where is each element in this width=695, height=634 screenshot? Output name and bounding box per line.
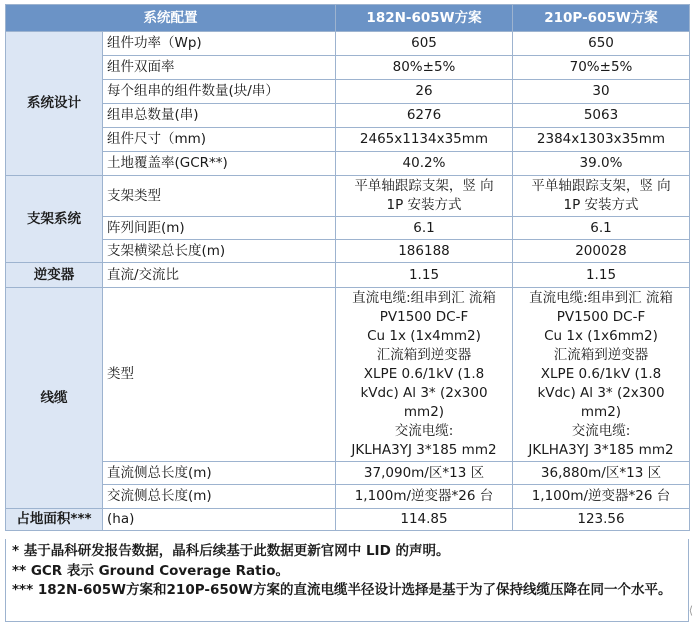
table-row bbox=[6, 217, 690, 240]
row-value-col2: 直流电缆:组串到汇 流箱 PV1500 DC-F Cu 1x (1x6mm2) 汇流箱到逆变器 XLPE 0.6/1kV (1.8 kVdc) Al 3* (2x300 mm2) 交流电缆: JKLHA3YJ 3*185 mm2 bbox=[513, 288, 690, 462]
header-col2: 210P-605W方案 bbox=[513, 5, 690, 32]
header-row bbox=[6, 5, 690, 32]
footnote-2: ** GCR 表示 Ground Coverage Ratio。 bbox=[12, 562, 289, 579]
row-label: 阵列间距(m) bbox=[103, 217, 336, 240]
row-label: 每个组串的组件数量(块/串） bbox=[103, 80, 336, 104]
header-config: 系统配置 bbox=[6, 5, 336, 32]
table-row bbox=[6, 152, 690, 176]
footnotes bbox=[5, 539, 689, 622]
section-mounting-system: 支架系统 bbox=[6, 176, 103, 263]
chevron-left-icon: ⟨ bbox=[688, 604, 693, 617]
table-row bbox=[6, 462, 690, 485]
table-row bbox=[6, 32, 690, 56]
row-value-col2: 5063 bbox=[513, 104, 690, 128]
row-value-col1: 37,090m/区*13 区 bbox=[336, 462, 513, 485]
row-value-col1: 605 bbox=[336, 32, 513, 56]
row-value-col1: 1,100m/逆变器*26 台 bbox=[336, 485, 513, 509]
row-label: 支架类型 bbox=[103, 176, 336, 217]
header-col1: 182N-605W方案 bbox=[336, 5, 513, 32]
row-value-col1: 平单轴跟踪支架，竖 向 1P 安装方式 bbox=[336, 176, 513, 217]
row-value-col1: 1.15 bbox=[336, 263, 513, 288]
table-row bbox=[6, 56, 690, 80]
row-label: 组件功率（Wp) bbox=[103, 32, 336, 56]
row-value-col2: 平单轴跟踪支架，竖 向 1P 安装方式 bbox=[513, 176, 690, 217]
section-cable: 线缆 bbox=[6, 288, 103, 509]
row-value-col1: 6.1 bbox=[336, 217, 513, 240]
row-label: 类型 bbox=[103, 288, 336, 462]
row-value-col1: 186188 bbox=[336, 240, 513, 263]
row-value-col2: 200028 bbox=[513, 240, 690, 263]
row-label: 交流侧总长度(m) bbox=[103, 485, 336, 509]
row-value-col2: 1.15 bbox=[513, 263, 690, 288]
row-label: (ha) bbox=[103, 509, 336, 531]
row-value-col2: 39.0% bbox=[513, 152, 690, 176]
row-value-col2: 1,100m/逆变器*26 台 bbox=[513, 485, 690, 509]
row-label: 直流/交流比 bbox=[103, 263, 336, 288]
row-value-col2: 70%±5% bbox=[513, 56, 690, 80]
footnote-3: *** 182N-605W方案和210P-650W方案的直流电缆半径设计选择是基于为了保持线缆压降在同一个水平。 bbox=[12, 582, 672, 598]
table-row bbox=[6, 485, 690, 509]
row-label: 组件双面率 bbox=[103, 56, 336, 80]
row-label: 支架横梁总长度(m) bbox=[103, 240, 336, 263]
table-row bbox=[6, 509, 690, 531]
table-row bbox=[6, 80, 690, 104]
row-label: 组串总数量(串) bbox=[103, 104, 336, 128]
table-row bbox=[6, 128, 690, 152]
row-value-col1: 80%±5% bbox=[336, 56, 513, 80]
row-value-col2: 30 bbox=[513, 80, 690, 104]
row-value-col1: 40.2% bbox=[336, 152, 513, 176]
section-inverter: 逆变器 bbox=[6, 263, 103, 288]
row-value-col1: 26 bbox=[336, 80, 513, 104]
row-label: 直流侧总长度(m) bbox=[103, 462, 336, 485]
table-row bbox=[6, 240, 690, 263]
row-label: 土地覆盖率(GCR**) bbox=[103, 152, 336, 176]
section-land-area: 占地面积*** bbox=[6, 509, 103, 531]
row-value-col2: 123.56 bbox=[513, 509, 690, 531]
config-table bbox=[5, 4, 690, 531]
row-value-col1: 114.85 bbox=[336, 509, 513, 531]
row-value-col1: 6276 bbox=[336, 104, 513, 128]
row-value-col2: 2384x1303x35mm bbox=[513, 128, 690, 152]
footnote-1: * 基于晶科研发报告数据，晶科后续基于此数据更新官网中 LID 的声明。 bbox=[12, 543, 450, 559]
row-value-col2: 36,880m/区*13 区 bbox=[513, 462, 690, 485]
row-value-col2: 650 bbox=[513, 32, 690, 56]
row-value-col2: 6.1 bbox=[513, 217, 690, 240]
section-system-design: 系统设计 bbox=[6, 32, 103, 176]
table-row bbox=[6, 176, 690, 217]
row-label: 组件尺寸（mm) bbox=[103, 128, 336, 152]
row-value-col1: 直流电缆:组串到汇 流箱 PV1500 DC-F Cu 1x (1x4mm2) 汇流箱到逆变器 XLPE 0.6/1kV (1.8 kVdc) Al 3* (2x300 mm2) 交流电缆: JKLHA3YJ 3*185 mm2 bbox=[336, 288, 513, 462]
table-row bbox=[6, 288, 690, 462]
table-row bbox=[6, 104, 690, 128]
row-value-col1: 2465x1134x35mm bbox=[336, 128, 513, 152]
table-row bbox=[6, 263, 690, 288]
